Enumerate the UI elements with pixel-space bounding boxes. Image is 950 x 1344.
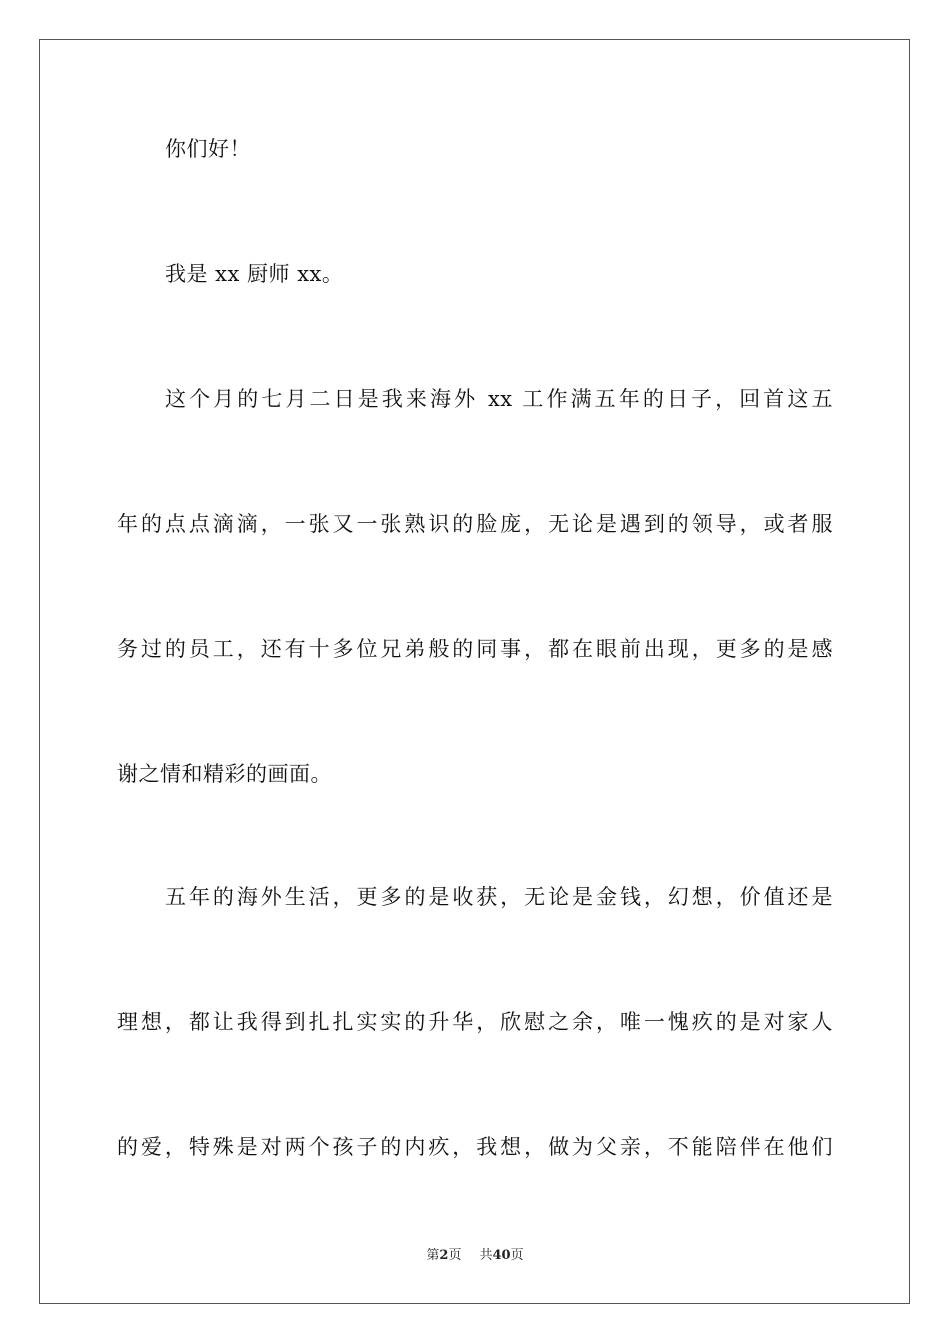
page-footer bbox=[0, 1247, 950, 1265]
total-suffix: 页 bbox=[510, 1248, 524, 1263]
page-number: 2 bbox=[439, 1248, 449, 1263]
paragraph-line: 五年的海外生活，更多的是收获，无论是金钱，幻想，价值还是 bbox=[165, 885, 833, 909]
total-prefix: 共 bbox=[479, 1248, 493, 1263]
paragraph-line: 年的点点滴滴，一张又一张熟识的脸庞，无论是遇到的领导，或者服 bbox=[117, 512, 833, 536]
paragraph-line: 理想，都让我得到扎扎实实的升华，欣慰之余，唯一愧疚的是对家人 bbox=[117, 1010, 833, 1034]
page-border bbox=[39, 39, 910, 1304]
paragraph-line: 谢之情和精彩的画面。 bbox=[117, 762, 332, 786]
paragraph-line: 这个月的七月二日是我来海外 xx 工作满五年的日子，回首这五 bbox=[165, 387, 833, 411]
paragraph-line: 的爱，特殊是对两个孩子的内疚，我想，做为父亲，不能陪伴在他们 bbox=[117, 1135, 833, 1159]
intro-line: 我是 xx 厨师 xx。 bbox=[165, 262, 344, 286]
paragraph-line: 务过的员工，还有十多位兄弟般的同事，都在眼前出现，更多的是感 bbox=[117, 637, 833, 661]
page-prefix: 第 bbox=[426, 1248, 440, 1263]
total-pages: 40 bbox=[492, 1248, 511, 1263]
greeting-line: 你们好！ bbox=[165, 137, 251, 161]
page-suffix: 页 bbox=[448, 1248, 462, 1263]
